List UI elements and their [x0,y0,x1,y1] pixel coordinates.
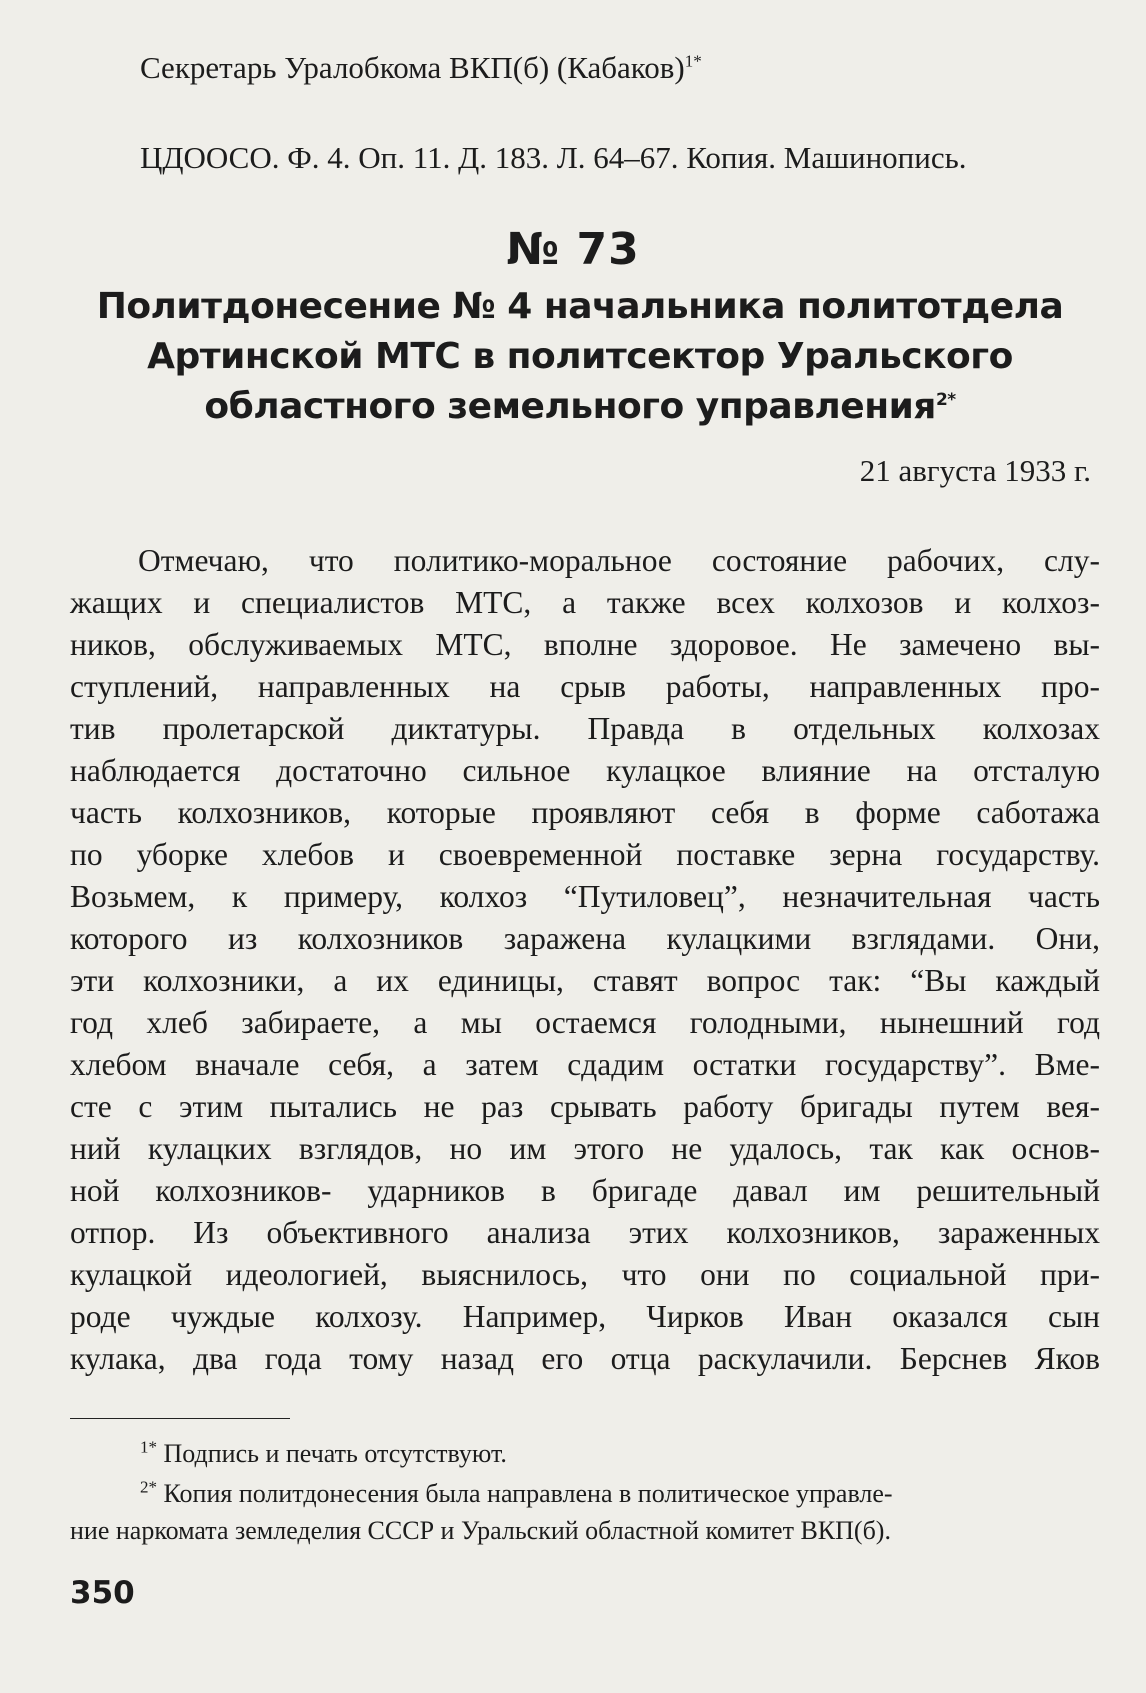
archive-reference: ЦДООСО. Ф. 4. Оп. 11. Д. 183. Л. 64–67. Копия. Машинопись. [140,140,967,175]
signature-line [140,52,702,83]
title-line-3-text: областного земельного управления [204,386,936,427]
footnote-2 [140,1477,893,1508]
body-line: часть колхозников, которые проявляют себя в форме саботажа [70,795,1100,830]
body-line: тив пролетарской диктатуры. Правда в отдельных колхозах [70,711,1100,746]
footnote-2-text-line-1: Копия политдонесения была направлена в политическое управле- [163,1479,893,1508]
body-line: по уборке хлебов и своевременной поставке зерна государству. [70,837,1100,872]
title-line-1: Политдонесение № 4 начальника политотдела [96,286,1064,327]
body-line: роде чуждые колхозу. Например, Чирков Иван оказался сын [70,1299,1100,1334]
body-line: кулака, два года тому назад его отца раскулачили. Берснев Яков [70,1341,1100,1376]
body-line: которого из колхозников заражена кулацкими взглядами. Они, [70,921,1100,956]
signature-footnote-mark: 1* [684,51,702,71]
footnote-1-text: Подпись и печать отсутствуют. [163,1439,507,1468]
body-line: отпор. Из объективного анализа этих колхозников, зараженных [70,1215,1100,1250]
body-line: жащих и специалистов МТС, а также всех колхозов и колхоз- [70,585,1100,620]
body-line: ников, обслуживаемых МТС, вполне здоровое. Не замечено вы- [70,627,1100,662]
title-line-2: Артинской МТС в политсектор Уральского [147,336,1013,377]
body-line: год хлеб забираете, а мы остаемся голодными, нынешний год [70,1005,1100,1040]
body-line: сте с этим пытались не раз срывать работу бригады путем вея- [70,1089,1100,1124]
title-footnote-mark: 2* [935,390,956,410]
body-line: эти колхозники, а их единицы, ставят вопрос так: “Вы каждый [70,963,1100,998]
signature-text: Секретарь Уралобкома ВКП(б) (Кабаков) [140,50,685,85]
footnote-2-continuation: ние наркомата земледелия СССР и Уральский областной комитет ВКП(б). [70,1516,891,1545]
body-line: наблюдается достаточно сильное кулацкое влияние на отсталую [70,753,1100,788]
footnote-divider [70,1418,290,1419]
body-text [70,540,1100,1380]
footnote-1 [140,1437,507,1468]
page-number: 350 [70,1575,135,1611]
footnote-1-mark: 1* [140,1437,157,1457]
body-line: кулацкой идеологией, выяснилось, что они по социальной при- [70,1257,1100,1292]
body-line: хлебом вначале себя, а затем сдадим остатки государству”. Вме- [70,1047,1100,1082]
footnote-2-mark: 2* [140,1477,157,1497]
title-line-3 [80,382,1080,432]
body-line: Отмечаю, что политико-моральное состояние рабочих, слу- [138,543,1100,578]
document-date: 21 августа 1933 г. [859,453,1091,488]
body-line: ной колхозников- ударников в бригаде давал им решительный [70,1173,1100,1208]
document-number: № 73 [506,224,640,275]
document-title [80,282,1080,432]
body-line: Возьмем, к примеру, колхоз “Путиловец”, незначительная часть [70,879,1100,914]
body-line: ступлений, направленных на срыв работы, направленных про- [70,669,1100,704]
body-line: ний кулацких взглядов, но им этого не удалось, так как основ- [70,1131,1100,1166]
